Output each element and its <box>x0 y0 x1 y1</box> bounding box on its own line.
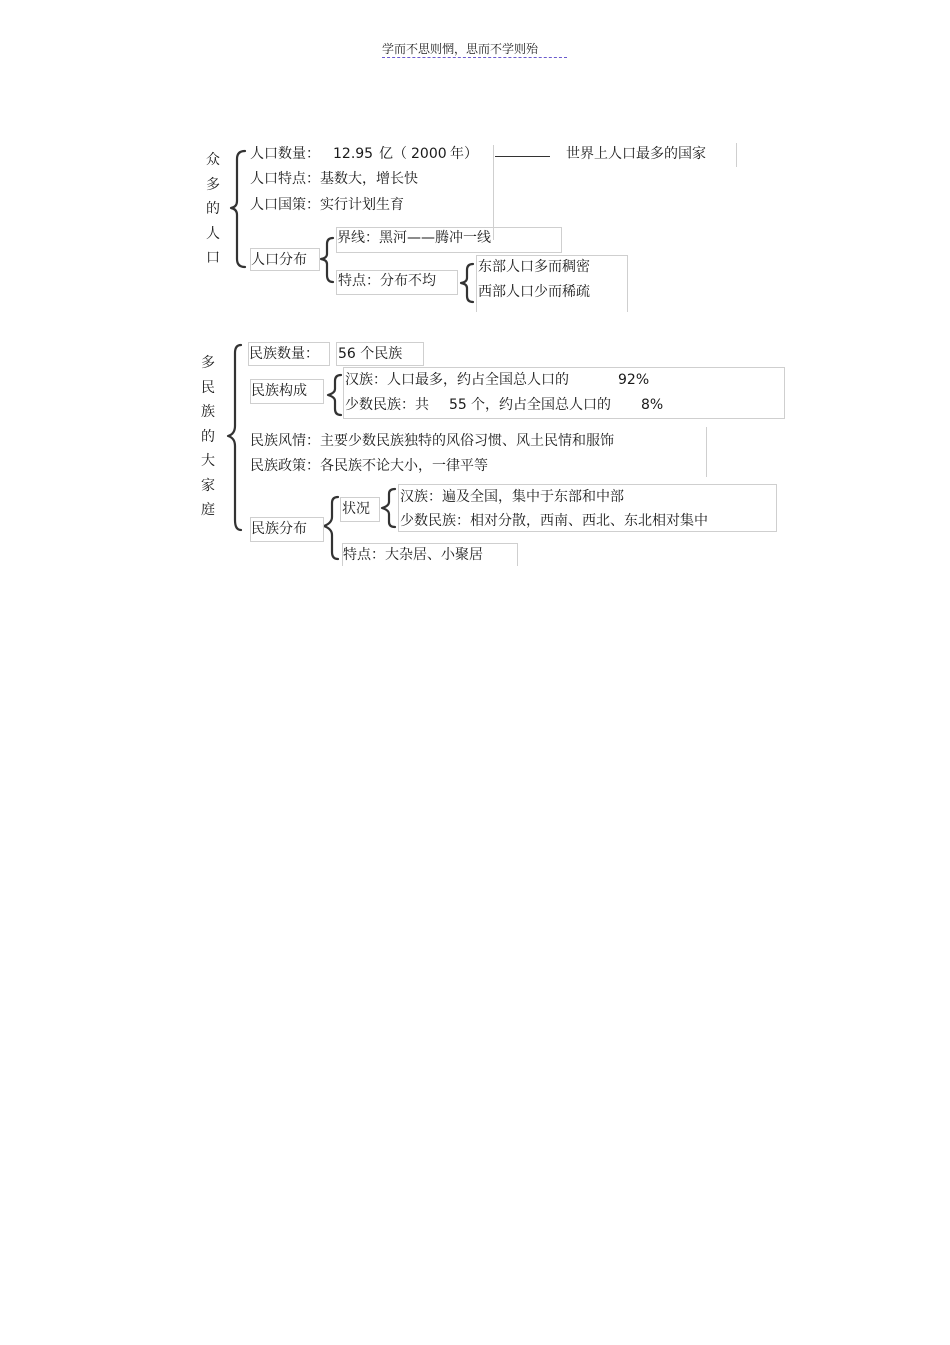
population-count-note: 世界上人口最多的国家 <box>566 146 706 162</box>
ethnic-policy: 民族政策：各民族不论大小，一律平等 <box>250 458 488 474</box>
ethnic-main-brace <box>228 345 241 530</box>
composition-han: 汉族：人口最多，约占全国总人口的 <box>345 372 569 388</box>
population-section-title: 众多的人口 <box>206 152 220 266</box>
distribution-east: 东部人口多而稠密 <box>478 259 590 275</box>
composition-minority-pct: 8% <box>641 397 664 413</box>
ethnic-distribution-feature: 特点：大杂居、小聚居 <box>343 547 483 563</box>
customs-policy-divider <box>706 427 707 477</box>
composition-brace <box>328 375 341 415</box>
population-count-value: 12.95 <box>333 146 374 162</box>
status-minority: 少数民族：相对分散，西南、西北、东北相对集中 <box>400 513 708 529</box>
population-distribution-label: 人口分布 <box>251 252 307 268</box>
population-boundary: 界线：黑河——腾冲一线 <box>337 230 491 246</box>
population-trait: 人口特点：基数大，增长快 <box>250 171 418 187</box>
ethnic-section-title: 多民族的大家庭 <box>201 355 215 518</box>
population-info-divider <box>493 145 494 240</box>
composition-minority-count: 55 <box>449 397 467 413</box>
population-count-unit: 亿（ <box>379 146 407 162</box>
ethnic-distribution-label: 民族分布 <box>251 521 307 537</box>
header-motto: 学而不思则惘，思而不学则殆 <box>382 42 539 56</box>
composition-minority-middle: 个，约占全国总人口的 <box>471 397 611 413</box>
population-note-divider <box>736 143 737 167</box>
population-main-brace <box>231 151 245 267</box>
composition-han-pct: 92% <box>618 372 650 388</box>
population-count-label: 人口数量： <box>250 146 320 162</box>
ethnic-count-label: 民族数量： <box>249 346 319 362</box>
distribution-feature-label: 特点：分布不均 <box>338 273 436 289</box>
composition-label: 民族构成 <box>251 383 307 399</box>
population-count-connector <box>495 156 550 157</box>
ethnic-count-value: 56 个民族 <box>338 346 403 362</box>
population-count-year-suffix: 年） <box>450 146 478 162</box>
ethnic-distribution-brace <box>324 497 338 559</box>
population-policy: 人口国策：实行计划生育 <box>250 197 404 213</box>
ethnic-customs: 民族风情：主要少数民族独特的风俗习惯、风土民情和服饰 <box>250 433 614 449</box>
status-han: 汉族：遍及全国，集中于东部和中部 <box>400 489 624 505</box>
distribution-west: 西部人口少而稀疏 <box>478 284 590 300</box>
population-count-year: 2000 <box>411 146 447 162</box>
status-label: 状况 <box>342 501 370 517</box>
composition-minority-prefix: 少数民族：共 <box>345 397 429 413</box>
distribution-feature-brace <box>461 264 473 302</box>
population-distribution-brace <box>321 238 333 282</box>
status-brace <box>382 489 395 527</box>
